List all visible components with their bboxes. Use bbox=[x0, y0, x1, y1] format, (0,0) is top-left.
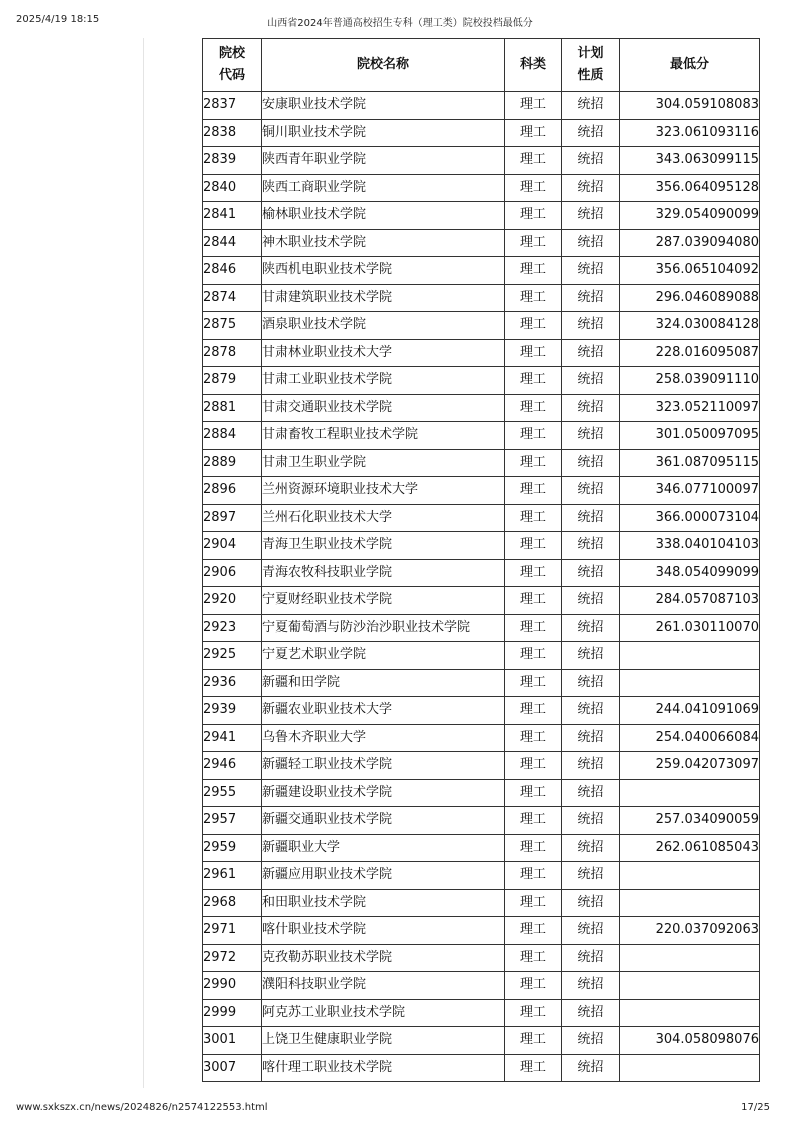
cell-school-name: 酒泉职业技术学院 bbox=[262, 312, 505, 340]
cell-plan-nature: 统招 bbox=[562, 669, 620, 697]
cell-plan-nature: 统招 bbox=[562, 202, 620, 230]
table-row bbox=[203, 449, 760, 477]
cell-school-code: 2889 bbox=[203, 449, 262, 477]
table-row bbox=[203, 752, 760, 780]
cell-plan-nature: 统招 bbox=[562, 862, 620, 890]
cell-min-score: 228.016095087 bbox=[620, 339, 760, 367]
cell-subject-type: 理工 bbox=[505, 642, 562, 670]
cell-min-score: 366.000073104 bbox=[620, 504, 760, 532]
cell-subject-type: 理工 bbox=[505, 257, 562, 285]
cell-school-name: 阿克苏工业职业技术学院 bbox=[262, 999, 505, 1027]
cell-school-code: 2884 bbox=[203, 422, 262, 450]
cell-school-name: 甘肃卫生职业学院 bbox=[262, 449, 505, 477]
cell-school-code: 2990 bbox=[203, 972, 262, 1000]
cell-min-score bbox=[620, 889, 760, 917]
margin-divider bbox=[143, 38, 144, 1088]
cell-school-code: 2846 bbox=[203, 257, 262, 285]
cell-school-name: 兰州资源环境职业技术大学 bbox=[262, 477, 505, 505]
cell-plan-nature: 统招 bbox=[562, 724, 620, 752]
table-row bbox=[203, 1054, 760, 1082]
table-row bbox=[203, 174, 760, 202]
table-row bbox=[203, 339, 760, 367]
cell-subject-type: 理工 bbox=[505, 972, 562, 1000]
header-plan-nature-line2: 性质 bbox=[577, 68, 604, 83]
cell-subject-type: 理工 bbox=[505, 339, 562, 367]
cell-subject-type: 理工 bbox=[505, 367, 562, 395]
cell-school-name: 新疆农业职业技术大学 bbox=[262, 697, 505, 725]
cell-school-name: 陕西工商职业学院 bbox=[262, 174, 505, 202]
table-row bbox=[203, 147, 760, 175]
cell-school-name: 新疆轻工职业技术学院 bbox=[262, 752, 505, 780]
cell-school-code: 2840 bbox=[203, 174, 262, 202]
cell-min-score bbox=[620, 779, 760, 807]
cell-plan-nature: 统招 bbox=[562, 477, 620, 505]
cell-plan-nature: 统招 bbox=[562, 944, 620, 972]
cell-plan-nature: 统招 bbox=[562, 284, 620, 312]
header-school-code-line2: 代码 bbox=[218, 68, 245, 83]
cell-plan-nature: 统招 bbox=[562, 834, 620, 862]
table-row bbox=[203, 724, 760, 752]
cell-plan-nature: 统招 bbox=[562, 449, 620, 477]
header-subject-type: 科类 bbox=[505, 39, 562, 92]
table-row bbox=[203, 697, 760, 725]
header-school-name: 院校名称 bbox=[262, 39, 505, 92]
cell-plan-nature: 统招 bbox=[562, 697, 620, 725]
cell-school-code: 3007 bbox=[203, 1054, 262, 1082]
cell-min-score: 323.052110097 bbox=[620, 394, 760, 422]
cell-plan-nature: 统招 bbox=[562, 752, 620, 780]
page-number: 17/25 bbox=[741, 1102, 770, 1113]
cell-school-code: 2881 bbox=[203, 394, 262, 422]
table-header-row bbox=[203, 39, 760, 92]
cell-school-name: 兰州石化职业技术大学 bbox=[262, 504, 505, 532]
cell-school-code: 2936 bbox=[203, 669, 262, 697]
cell-subject-type: 理工 bbox=[505, 312, 562, 340]
cell-min-score: 296.046089088 bbox=[620, 284, 760, 312]
cell-plan-nature: 统招 bbox=[562, 229, 620, 257]
cell-plan-nature: 统招 bbox=[562, 1027, 620, 1055]
cell-min-score bbox=[620, 669, 760, 697]
cell-min-score: 287.039094080 bbox=[620, 229, 760, 257]
cell-school-name: 濮阳科技职业学院 bbox=[262, 972, 505, 1000]
table-row bbox=[203, 917, 760, 945]
table-row bbox=[203, 669, 760, 697]
table-row bbox=[203, 642, 760, 670]
cell-subject-type: 理工 bbox=[505, 449, 562, 477]
cell-min-score: 329.054090099 bbox=[620, 202, 760, 230]
cell-school-code: 2972 bbox=[203, 944, 262, 972]
cell-school-name: 新疆建设职业技术学院 bbox=[262, 779, 505, 807]
cell-school-code: 2904 bbox=[203, 532, 262, 560]
cell-school-code: 2961 bbox=[203, 862, 262, 890]
cell-subject-type: 理工 bbox=[505, 614, 562, 642]
cell-subject-type: 理工 bbox=[505, 724, 562, 752]
cell-school-name: 上饶卫生健康职业学院 bbox=[262, 1027, 505, 1055]
table-row bbox=[203, 202, 760, 230]
cell-subject-type: 理工 bbox=[505, 944, 562, 972]
cell-school-code: 2906 bbox=[203, 559, 262, 587]
cell-min-score: 323.061093116 bbox=[620, 119, 760, 147]
cell-school-code: 2874 bbox=[203, 284, 262, 312]
cell-subject-type: 理工 bbox=[505, 477, 562, 505]
cell-plan-nature: 统招 bbox=[562, 587, 620, 615]
table-row bbox=[203, 587, 760, 615]
cell-subject-type: 理工 bbox=[505, 559, 562, 587]
cell-school-code: 2955 bbox=[203, 779, 262, 807]
cell-school-code: 2838 bbox=[203, 119, 262, 147]
cell-school-name: 喀什职业技术学院 bbox=[262, 917, 505, 945]
cell-min-score: 324.030084128 bbox=[620, 312, 760, 340]
table-row bbox=[203, 1027, 760, 1055]
cell-school-name: 铜川职业技术学院 bbox=[262, 119, 505, 147]
cell-min-score: 304.058098076 bbox=[620, 1027, 760, 1055]
table-row bbox=[203, 807, 760, 835]
cell-school-name: 和田职业技术学院 bbox=[262, 889, 505, 917]
cell-school-name: 甘肃林业职业技术大学 bbox=[262, 339, 505, 367]
cell-plan-nature: 统招 bbox=[562, 147, 620, 175]
cell-min-score bbox=[620, 862, 760, 890]
cell-school-name: 甘肃畜牧工程职业技术学院 bbox=[262, 422, 505, 450]
cell-min-score: 343.063099115 bbox=[620, 147, 760, 175]
table-row bbox=[203, 532, 760, 560]
cell-plan-nature: 统招 bbox=[562, 257, 620, 285]
cell-school-code: 2875 bbox=[203, 312, 262, 340]
cell-plan-nature: 统招 bbox=[562, 614, 620, 642]
cell-plan-nature: 统招 bbox=[562, 504, 620, 532]
cell-plan-nature: 统招 bbox=[562, 367, 620, 395]
cell-school-code: 2939 bbox=[203, 697, 262, 725]
cell-school-code: 2941 bbox=[203, 724, 262, 752]
cell-subject-type: 理工 bbox=[505, 532, 562, 560]
cell-min-score: 301.050097095 bbox=[620, 422, 760, 450]
cell-school-name: 新疆应用职业技术学院 bbox=[262, 862, 505, 890]
cell-school-name: 新疆职业大学 bbox=[262, 834, 505, 862]
cell-school-code: 2968 bbox=[203, 889, 262, 917]
cell-plan-nature: 统招 bbox=[562, 889, 620, 917]
header-school-code bbox=[203, 39, 262, 92]
cell-school-code: 2896 bbox=[203, 477, 262, 505]
cell-school-name: 宁夏艺术职业学院 bbox=[262, 642, 505, 670]
cell-subject-type: 理工 bbox=[505, 147, 562, 175]
cell-min-score: 356.064095128 bbox=[620, 174, 760, 202]
cell-subject-type: 理工 bbox=[505, 587, 562, 615]
print-date: 2025/4/19 18:15 bbox=[16, 14, 100, 25]
cell-subject-type: 理工 bbox=[505, 999, 562, 1027]
cell-subject-type: 理工 bbox=[505, 284, 562, 312]
cell-plan-nature: 统招 bbox=[562, 917, 620, 945]
cell-school-code: 2844 bbox=[203, 229, 262, 257]
cell-school-name: 甘肃交通职业技术学院 bbox=[262, 394, 505, 422]
table-row bbox=[203, 834, 760, 862]
table-row bbox=[203, 367, 760, 395]
cell-min-score: 257.034090059 bbox=[620, 807, 760, 835]
cell-subject-type: 理工 bbox=[505, 917, 562, 945]
cell-subject-type: 理工 bbox=[505, 1054, 562, 1082]
cell-min-score: 261.030110070 bbox=[620, 614, 760, 642]
cell-min-score bbox=[620, 972, 760, 1000]
table-row bbox=[203, 119, 760, 147]
cell-school-code: 2957 bbox=[203, 807, 262, 835]
cell-plan-nature: 统招 bbox=[562, 807, 620, 835]
cell-min-score: 258.039091110 bbox=[620, 367, 760, 395]
cell-school-name: 神木职业技术学院 bbox=[262, 229, 505, 257]
cell-school-code: 2839 bbox=[203, 147, 262, 175]
cell-min-score: 356.065104092 bbox=[620, 257, 760, 285]
admission-score-table bbox=[202, 38, 760, 1082]
cell-min-score: 348.054099099 bbox=[620, 559, 760, 587]
cell-school-code: 2971 bbox=[203, 917, 262, 945]
cell-min-score bbox=[620, 1054, 760, 1082]
cell-subject-type: 理工 bbox=[505, 92, 562, 120]
cell-school-code: 2837 bbox=[203, 92, 262, 120]
table-row bbox=[203, 422, 760, 450]
cell-subject-type: 理工 bbox=[505, 174, 562, 202]
cell-min-score: 304.059108083 bbox=[620, 92, 760, 120]
cell-school-code: 2925 bbox=[203, 642, 262, 670]
cell-subject-type: 理工 bbox=[505, 1027, 562, 1055]
cell-plan-nature: 统招 bbox=[562, 999, 620, 1027]
cell-min-score: 338.040104103 bbox=[620, 532, 760, 560]
page-url: www.sxkszx.cn/news/2024826/n2574122553.html bbox=[16, 1102, 268, 1113]
cell-school-code: 2897 bbox=[203, 504, 262, 532]
cell-min-score bbox=[620, 642, 760, 670]
table-row bbox=[203, 504, 760, 532]
cell-plan-nature: 统招 bbox=[562, 532, 620, 560]
table-row bbox=[203, 944, 760, 972]
header-plan-nature bbox=[562, 39, 620, 92]
cell-plan-nature: 统招 bbox=[562, 312, 620, 340]
cell-min-score: 346.077100097 bbox=[620, 477, 760, 505]
cell-school-name: 榆林职业技术学院 bbox=[262, 202, 505, 230]
cell-school-code: 2878 bbox=[203, 339, 262, 367]
table-row bbox=[203, 284, 760, 312]
cell-school-code: 2841 bbox=[203, 202, 262, 230]
cell-school-code: 2999 bbox=[203, 999, 262, 1027]
cell-min-score: 220.037092063 bbox=[620, 917, 760, 945]
cell-school-name: 乌鲁木齐职业大学 bbox=[262, 724, 505, 752]
table-row bbox=[203, 614, 760, 642]
cell-plan-nature: 统招 bbox=[562, 1054, 620, 1082]
cell-school-name: 宁夏财经职业技术学院 bbox=[262, 587, 505, 615]
cell-school-code: 2946 bbox=[203, 752, 262, 780]
table-row bbox=[203, 779, 760, 807]
cell-min-score: 259.042073097 bbox=[620, 752, 760, 780]
cell-subject-type: 理工 bbox=[505, 504, 562, 532]
cell-plan-nature: 统招 bbox=[562, 559, 620, 587]
cell-min-score: 361.087095115 bbox=[620, 449, 760, 477]
cell-subject-type: 理工 bbox=[505, 697, 562, 725]
cell-min-score: 284.057087103 bbox=[620, 587, 760, 615]
cell-school-name: 安康职业技术学院 bbox=[262, 92, 505, 120]
cell-plan-nature: 统招 bbox=[562, 339, 620, 367]
table-row bbox=[203, 889, 760, 917]
cell-min-score: 254.040066084 bbox=[620, 724, 760, 752]
cell-min-score bbox=[620, 944, 760, 972]
cell-min-score: 262.061085043 bbox=[620, 834, 760, 862]
cell-school-name: 新疆和田学院 bbox=[262, 669, 505, 697]
cell-subject-type: 理工 bbox=[505, 834, 562, 862]
cell-plan-nature: 统招 bbox=[562, 92, 620, 120]
cell-school-code: 2923 bbox=[203, 614, 262, 642]
cell-school-name: 青海卫生职业技术学院 bbox=[262, 532, 505, 560]
cell-school-name: 宁夏葡萄酒与防沙治沙职业技术学院 bbox=[262, 614, 505, 642]
cell-school-code: 3001 bbox=[203, 1027, 262, 1055]
cell-subject-type: 理工 bbox=[505, 669, 562, 697]
table-row bbox=[203, 862, 760, 890]
cell-subject-type: 理工 bbox=[505, 889, 562, 917]
cell-plan-nature: 统招 bbox=[562, 422, 620, 450]
table-row bbox=[203, 559, 760, 587]
header-school-code-line1: 院校 bbox=[218, 46, 245, 61]
table-row bbox=[203, 394, 760, 422]
cell-subject-type: 理工 bbox=[505, 119, 562, 147]
cell-subject-type: 理工 bbox=[505, 229, 562, 257]
cell-school-name: 甘肃工业职业技术学院 bbox=[262, 367, 505, 395]
page-title: 山西省2024年普通高校招生专科（理工类）院校投档最低分 bbox=[267, 18, 533, 29]
cell-school-name: 克孜勒苏职业技术学院 bbox=[262, 944, 505, 972]
table-row bbox=[203, 229, 760, 257]
cell-school-code: 2920 bbox=[203, 587, 262, 615]
cell-min-score bbox=[620, 999, 760, 1027]
cell-subject-type: 理工 bbox=[505, 862, 562, 890]
header-min-score: 最低分 bbox=[620, 39, 760, 92]
cell-plan-nature: 统招 bbox=[562, 642, 620, 670]
cell-school-name: 青海农牧科技职业学院 bbox=[262, 559, 505, 587]
table-row bbox=[203, 312, 760, 340]
cell-plan-nature: 统招 bbox=[562, 972, 620, 1000]
cell-subject-type: 理工 bbox=[505, 202, 562, 230]
cell-school-name: 喀什理工职业技术学院 bbox=[262, 1054, 505, 1082]
table-row bbox=[203, 92, 760, 120]
cell-min-score: 244.041091069 bbox=[620, 697, 760, 725]
table-row bbox=[203, 972, 760, 1000]
cell-plan-nature: 统招 bbox=[562, 779, 620, 807]
cell-school-name: 新疆交通职业技术学院 bbox=[262, 807, 505, 835]
header-plan-nature-line1: 计划 bbox=[577, 46, 604, 61]
cell-subject-type: 理工 bbox=[505, 752, 562, 780]
cell-subject-type: 理工 bbox=[505, 779, 562, 807]
cell-school-name: 甘肃建筑职业技术学院 bbox=[262, 284, 505, 312]
cell-school-code: 2879 bbox=[203, 367, 262, 395]
cell-school-name: 陕西青年职业学院 bbox=[262, 147, 505, 175]
table-row bbox=[203, 257, 760, 285]
cell-plan-nature: 统招 bbox=[562, 119, 620, 147]
table-row bbox=[203, 477, 760, 505]
cell-school-name: 陕西机电职业技术学院 bbox=[262, 257, 505, 285]
table-row bbox=[203, 999, 760, 1027]
cell-subject-type: 理工 bbox=[505, 422, 562, 450]
cell-plan-nature: 统招 bbox=[562, 174, 620, 202]
cell-subject-type: 理工 bbox=[505, 394, 562, 422]
cell-plan-nature: 统招 bbox=[562, 394, 620, 422]
cell-school-code: 2959 bbox=[203, 834, 262, 862]
cell-subject-type: 理工 bbox=[505, 807, 562, 835]
